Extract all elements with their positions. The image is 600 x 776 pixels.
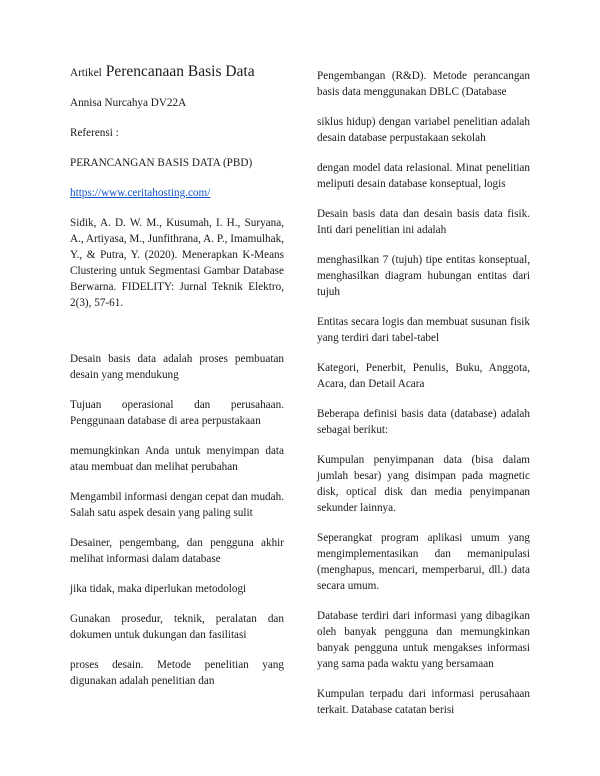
right-paragraph-9: Kumpulan penyimpanan data (bisa dalam jumlah besar) yang disimpan pada magnetic disk, optical disk dan media penyimpanan sekunder lainnya. (317, 454, 530, 514)
right-paragraph-6: Entitas secara logis dan membuat susunan fisik yang terdiri dari tabel-tabel (317, 316, 530, 344)
title-prefix: Artikel (70, 67, 102, 79)
article-heading (70, 62, 284, 83)
left-paragraph-7: Gunakan prosedur, teknik, peralatan dan dokumen untuk dukungan dan fasilitasi (70, 613, 284, 641)
right-paragraph-3: dengan model data relasional. Minat penelitian meliputi desain database konseptual, logis (317, 162, 530, 190)
right-paragraph-1: Pengembangan (R&D). Metode perancangan basis data menggunakan DBLC (Database (317, 70, 530, 98)
right-paragraph-4: Desain basis data dan desain basis data fisik. Inti dari penelitian ini adalah (317, 208, 530, 236)
article-title: Perencanaan Basis Data (105, 63, 255, 80)
right-paragraph-12: Kumpulan terpadu dari informasi perusahaan terkait. Database catatan berisi (317, 688, 530, 716)
author-name: Annisa Nurcahya DV22A (70, 97, 187, 109)
right-paragraph-11: Database terdiri dari informasi yang dibagikan oleh banyak pengguna dan memungkinkan banyak pengguna untuk mengakses informasi yang sama pada waktu yang bersamaan (317, 610, 530, 670)
right-paragraph-7: Kategori, Penerbit, Penulis, Buku, Anggota, Acara, dan Detail Acara (317, 362, 530, 390)
citation: Sidik, A. D. W. M., Kusumah, I. H., Suryana, A., Artiyasa, M., Junfithrana, A. P., Imamulhak, Y., & Putra, Y. (2020). Menerapkan K-Means Clustering untuk Segmentasi Gambar Database Berwarna. FIDELITY: Jurnal Teknik Elektro, 2(3), 57-61. (70, 217, 284, 309)
right-paragraph-8: Beberapa definisi basis data (database) adalah sebagai berikut: (317, 408, 530, 436)
left-paragraph-3: memungkinkan Anda untuk menyimpan data atau membuat dan melihat perubahan (70, 445, 284, 473)
reference-link[interactable]: https://www.ceritahosting.com/ (70, 187, 211, 199)
right-paragraph-10: Seperangkat program aplikasi umum yang mengimplementasikan dan memanipulasi (menghapus, mencari, memperbarui, dll.) data secara umum. (317, 532, 530, 592)
left-paragraph-2: Tujuan operasional dan perusahaan. Penggunaan database di area perpustakaan (70, 399, 284, 427)
right-paragraph-5: menghasilkan 7 (tujuh) tipe entitas konseptual, menghasilkan diagram hubungan entitas dari tujuh (317, 254, 530, 298)
left-column (70, 62, 284, 703)
right-column (317, 68, 530, 732)
left-paragraph-4: Mengambil informasi dengan cepat dan mudah. Salah satu aspek desain yang paling sulit (70, 491, 284, 519)
left-paragraph-1: Desain basis data adalah proses pembuatan desain yang mendukung (70, 353, 284, 381)
reference-title: PERANCANGAN BASIS DATA (PBD) (70, 157, 253, 169)
right-paragraph-2: siklus hidup) dengan variabel penelitian adalah desain database perpustakaan sekolah (317, 116, 530, 144)
left-paragraph-5: Desainer, pengembang, dan pengguna akhir melihat informasi dalam database (70, 537, 284, 565)
spacer (70, 325, 284, 351)
left-paragraph-6: jika tidak, maka diperlukan metodologi (70, 583, 247, 595)
reference-link-line (70, 185, 284, 201)
reference-label: Referensi : (70, 127, 119, 139)
left-paragraph-8: proses desain. Metode penelitian yang digunakan adalah penelitian dan (70, 659, 284, 687)
